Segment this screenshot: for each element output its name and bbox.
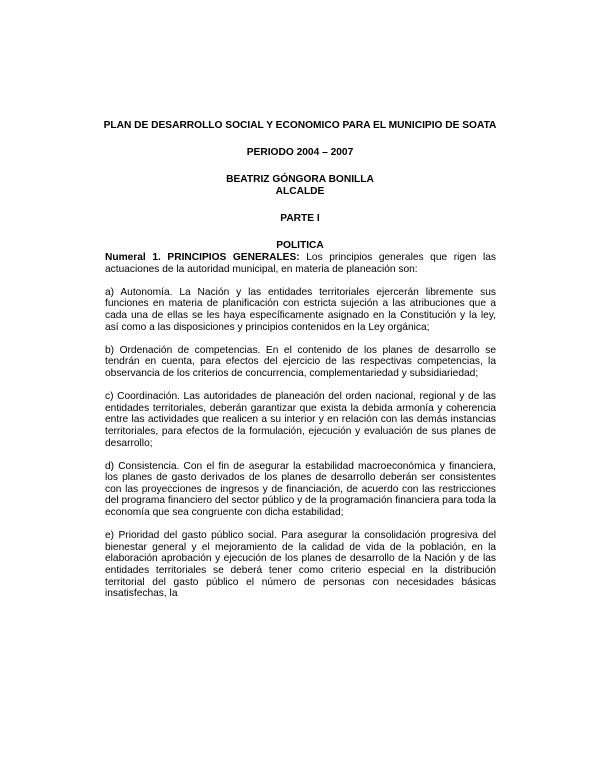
mayor-role: ALCALDE (275, 186, 325, 197)
period-line: PERIODO 2004 – 2007 (246, 147, 354, 158)
document-header (96, 120, 504, 252)
section-heading: POLITICA (276, 240, 324, 251)
principle-paragraph-c: c) Coordinación. Las autoridades de planeación del orden nacional, regional y de las entidades territoriales, deberán garantizar que exista la debida armonía y coherencia entre las actividades que realicen a su interior y en relación con las demás instancias territoriales, para efectos de la formulación, ejecución y evaluación de sus planes de desarrollo; (105, 391, 496, 449)
numeral-intro: Los principios generales que rigen las actuaciones de la autoridad municipal, en materia de planeación son: (105, 252, 496, 275)
principle-paragraph-b: b) Ordenación de competencias. En el contenido de los planes de desarrollo se tendrán en cuenta, para efectos del ejercicio de las respectivas competencias, la observancia de los criterios de concurrencia, complementariedad y subsidiariedad; (105, 344, 496, 379)
principle-paragraph-e: e) Prioridad del gasto público social. Para asegurar la consolidación progresiva del bienestar general y el mejoramiento de la calidad de vida de la población, en la elaboración aprobación y ejecución de los planes de desarrollo de la Nación y de las entidades territoriales se deberá tener como criterio especial en la distribución territorial del gasto público el número de personas con necesidades básicas insatisfechas, la (105, 530, 496, 600)
principle-paragraph-a: a) Autonomía. La Nación y las entidades territoriales ejercerán libremente sus funciones en materia de planificación con estricta sujeción a las atribuciones que a cada una de ellas se les haya específicamente asignado en la Constitución y la ley, así como a las disposiciones y principios contenidos en la Ley orgánica; (105, 286, 496, 333)
numeral-heading: Numeral 1. PRINCIPIOS GENERALES: (105, 252, 300, 263)
numeral-paragraph (105, 252, 496, 275)
document-title: PLAN DE DESARROLLO SOCIAL Y ECONOMICO PARA EL MUNICIPIO DE SOATA (103, 120, 497, 131)
part-heading: PARTE I (280, 213, 320, 224)
principle-paragraph-d: d) Consistencia. Con el fin de asegurar la estabilidad macroeconómica y financiera, los planes de gasto derivados de los planes de desarrollo deberán ser consistentes con las proyecciones de ingresos y de financiación, de acuerdo con las restricciones del programa financiero del sector público y de la programación financiera para toda la economía que sea congruente con dicha estabilidad; (105, 460, 496, 519)
mayor-name: BEATRIZ GÓNGORA BONILLA (226, 174, 374, 185)
document-body (105, 252, 496, 611)
